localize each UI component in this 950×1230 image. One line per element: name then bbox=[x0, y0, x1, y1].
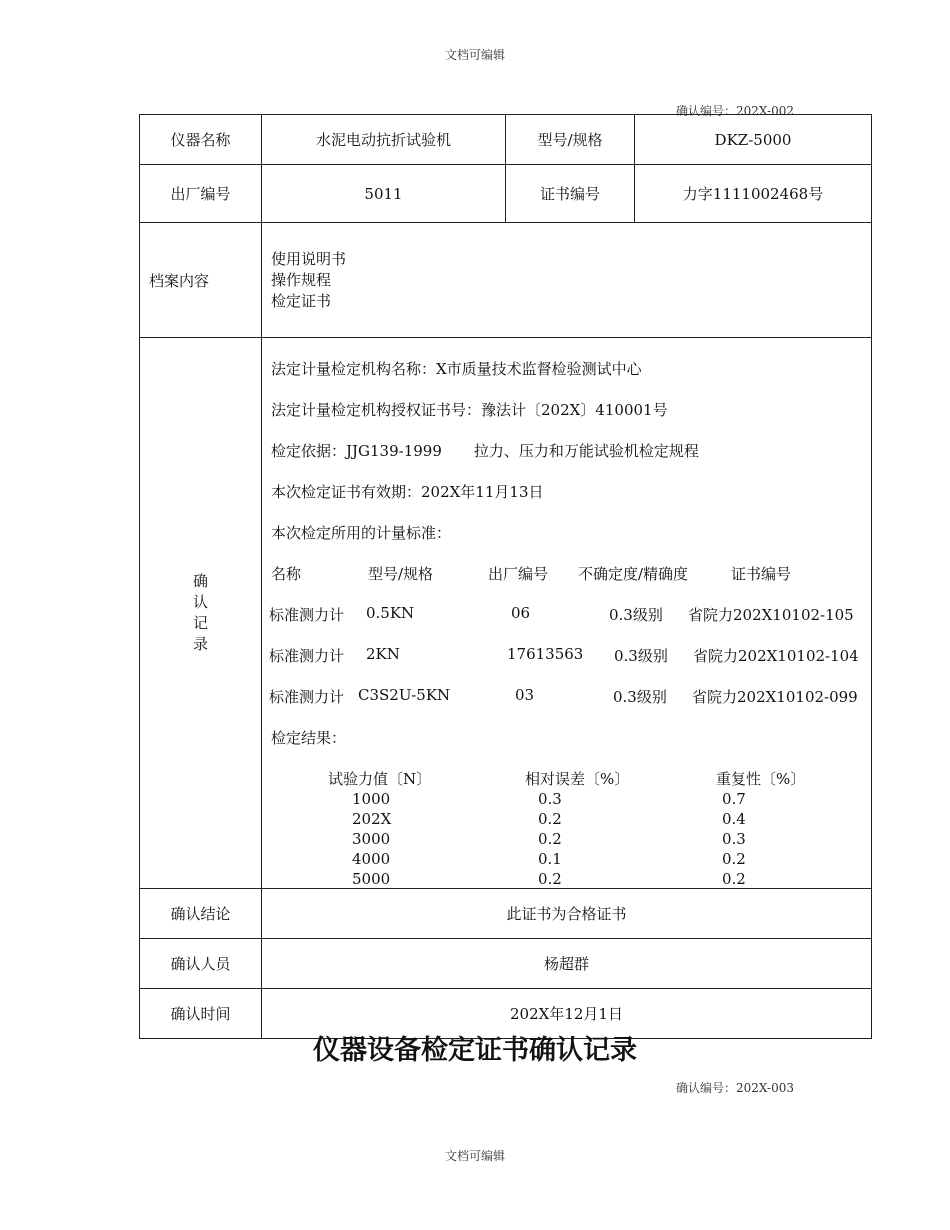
result-cell: 202X bbox=[352, 810, 392, 828]
result-cell: 0.3 bbox=[538, 790, 562, 808]
row-instrument bbox=[140, 115, 872, 165]
instrument-name-value: 水泥电动抗折试验机 bbox=[262, 115, 506, 165]
model-label: 型号/规格 bbox=[506, 115, 635, 165]
confirm-number-bottom: 确认编号：202X-003 bbox=[676, 1081, 794, 1095]
date-value: 202X年12月1日 bbox=[262, 989, 872, 1039]
std-cell: 省院力202X10102-105 bbox=[688, 606, 854, 624]
result-row bbox=[262, 810, 872, 830]
std-header-cell: 不确定度/精确度 bbox=[578, 565, 689, 583]
std-header-cell: 证书编号 bbox=[731, 565, 792, 583]
confirm-label-char: 认 bbox=[192, 593, 208, 611]
row-person bbox=[140, 939, 872, 989]
std-cell: 省院力202X10102-104 bbox=[693, 647, 859, 665]
model-value: DKZ-5000 bbox=[635, 115, 872, 165]
confirm-label-char: 记 bbox=[192, 614, 208, 632]
std-header-cell: 型号/规格 bbox=[368, 565, 434, 583]
std-cell: C3S2U-5KN bbox=[358, 686, 451, 704]
result-cell: 1000 bbox=[352, 790, 391, 808]
basis-text: 拉力、压力和万能试验机检定规程 bbox=[473, 442, 699, 460]
result-title: 检定结果： bbox=[271, 729, 347, 747]
conclusion-label: 确认结论 bbox=[140, 889, 262, 939]
auth-line: 法定计量检定机构授权证书号：豫法计〔202X〕410001号 bbox=[271, 401, 668, 419]
result-header-cell: 试验力值〔N〕 bbox=[328, 770, 432, 788]
record-table bbox=[139, 114, 872, 1039]
standards-row bbox=[262, 645, 872, 665]
standards-row bbox=[262, 686, 872, 706]
std-cell: 2KN bbox=[366, 645, 400, 663]
confirm-record-label bbox=[140, 338, 262, 889]
result-cell: 0.2 bbox=[722, 850, 746, 868]
standards-row bbox=[262, 604, 872, 624]
result-cell: 4000 bbox=[352, 850, 391, 868]
result-row bbox=[262, 870, 872, 890]
validity-line: 本次检定证书有效期：202X年11月13日 bbox=[271, 483, 544, 501]
person-value: 杨超群 bbox=[262, 939, 872, 989]
std-cell: 17613563 bbox=[507, 645, 584, 663]
confirm-number-top: 确认编号：202X-002 bbox=[676, 104, 794, 118]
instrument-name-label: 仪器名称 bbox=[140, 115, 262, 165]
std-cell: 0.3级别 bbox=[614, 647, 668, 665]
result-header-cell: 相对误差〔%〕 bbox=[525, 770, 630, 788]
archive-label: 档案内容 bbox=[140, 223, 262, 338]
row-confirm bbox=[140, 338, 872, 889]
header-note: 文档可编辑 bbox=[444, 48, 505, 62]
result-cell: 0.2 bbox=[538, 830, 562, 848]
result-cell: 0.1 bbox=[538, 850, 562, 868]
std-cell: 省院力202X10102-099 bbox=[692, 688, 858, 706]
result-cell: 0.3 bbox=[722, 830, 746, 848]
conclusion-value: 此证书为合格证书 bbox=[262, 889, 872, 939]
result-cell: 0.2 bbox=[538, 870, 562, 888]
confirm-label-char: 确 bbox=[192, 572, 208, 590]
cert-label: 证书编号 bbox=[506, 165, 635, 223]
person-label: 确认人员 bbox=[140, 939, 262, 989]
result-cell: 0.2 bbox=[722, 870, 746, 888]
result-cell: 0.2 bbox=[538, 810, 562, 828]
result-cell: 0.4 bbox=[722, 810, 746, 828]
std-cell: 0.3级别 bbox=[613, 688, 667, 706]
std-header-cell: 出厂编号 bbox=[488, 565, 549, 583]
agency-line: 法定计量检定机构名称：X市质量技术监督检验测试中心 bbox=[271, 360, 642, 378]
std-header-cell: 名称 bbox=[271, 565, 302, 583]
result-row bbox=[262, 850, 872, 870]
archive-item: 操作规程 bbox=[271, 270, 332, 289]
result-cell: 5000 bbox=[352, 870, 391, 888]
row-conclusion bbox=[140, 889, 872, 939]
result-header-cell: 重复性〔%〕 bbox=[716, 770, 806, 788]
footer-note: 文档可编辑 bbox=[444, 1149, 505, 1163]
row-serial bbox=[140, 165, 872, 223]
basis-line bbox=[271, 440, 699, 461]
document-title: 仪器设备检定证书确认记录 bbox=[313, 1035, 637, 1066]
result-header-row bbox=[262, 768, 872, 788]
std-cell: 0.5KN bbox=[366, 604, 415, 622]
std-cell: 标准测力计 bbox=[269, 647, 345, 665]
row-archive bbox=[140, 223, 872, 338]
archive-item: 检定证书 bbox=[271, 291, 332, 310]
std-cell: 0.3级别 bbox=[609, 606, 663, 624]
std-cell: 标准测力计 bbox=[269, 688, 345, 706]
standards-title: 本次检定所用的计量标准： bbox=[271, 524, 452, 542]
serial-value: 5011 bbox=[262, 165, 506, 223]
result-row bbox=[262, 830, 872, 850]
result-cell: 3000 bbox=[352, 830, 391, 848]
std-cell: 标准测力计 bbox=[269, 606, 345, 624]
confirm-label-char: 录 bbox=[192, 635, 208, 653]
std-cell: 06 bbox=[511, 604, 531, 622]
cert-value: 力字1111002468号 bbox=[635, 165, 872, 223]
std-cell: 03 bbox=[515, 686, 535, 704]
serial-label: 出厂编号 bbox=[140, 165, 262, 223]
confirm-content bbox=[262, 338, 872, 889]
result-row bbox=[262, 790, 872, 810]
archive-item: 使用说明书 bbox=[271, 249, 347, 268]
date-label: 确认时间 bbox=[140, 989, 262, 1039]
basis-label: 检定依据：JJG139-1999 bbox=[271, 442, 442, 460]
standards-header-row bbox=[262, 563, 872, 583]
archive-items bbox=[262, 223, 872, 338]
result-cell: 0.7 bbox=[722, 790, 746, 808]
